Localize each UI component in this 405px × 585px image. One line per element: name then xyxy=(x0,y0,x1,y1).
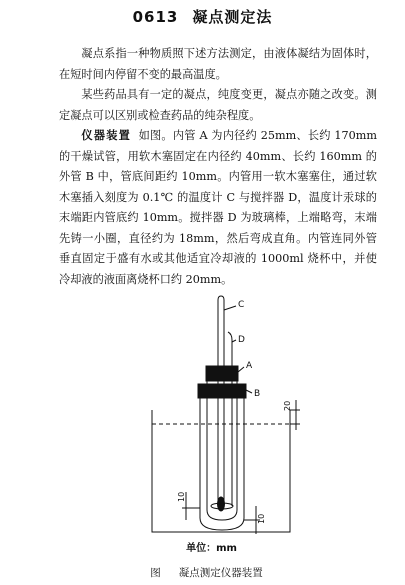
figure-caption-prefix: 图 xyxy=(150,567,161,579)
leader-a xyxy=(238,367,244,372)
apparatus-label: 仪器装置 xyxy=(81,129,132,142)
label-c: C xyxy=(238,300,245,310)
page-title xyxy=(0,6,405,27)
apparatus-figure xyxy=(140,292,310,540)
stirrer-d xyxy=(228,332,232,506)
figure-caption-text: 凝点测定仪器装置 xyxy=(178,567,263,579)
figure-unit: 单位：mm xyxy=(186,543,237,554)
section-title: 凝点测定法 xyxy=(192,8,273,26)
apparatus-text: 如图。内管 A 为内径约 25mm、长约 170mm 的干燥试管，用软木塞固定在内径约 40mm、长约 160mm 的外管 B 中，管底间距约 10mm。内管用一软木塞塞住，通过软木塞插入刻度为 0.1℃ 的温度计 C 与搅拌器 D，温度计汞球的末端距内管底约 10mm。搅拌器 D 为玻璃棒，上端略弯，末端先铸一小圈，直径约为 18mm，然后弯成直角。内管连同外管垂直固定于盛有水或其他适宜冷却液的 1000ml 烧杯中，并使冷却液的液面离烧杯口约 20mm。 xyxy=(59,129,377,286)
dim-bottom-left-value: 10 xyxy=(177,491,186,502)
thermometer-c xyxy=(218,296,224,508)
leader-d xyxy=(232,340,236,342)
dim-bottom-right-value: 10 xyxy=(257,513,266,524)
body-text xyxy=(59,44,377,290)
paragraph-purpose: 某些药品具有一定的凝点，纯度变更，凝点亦随之改变。测定凝点可以区别或检查药品的纯杂程度。 xyxy=(59,88,377,122)
leader-b xyxy=(246,390,252,393)
paragraph-apparatus xyxy=(59,126,377,290)
paragraph-definition: 凝点系指一种物质照下述方法测定，由液体凝结为固体时，在短时间内停留不变的最高温度。 xyxy=(59,47,377,81)
cork-a xyxy=(206,366,238,381)
figure-caption xyxy=(0,565,405,580)
dim-top-value: 20 xyxy=(283,400,292,411)
section-code: 0613 xyxy=(132,8,179,26)
label-b: B xyxy=(254,389,261,399)
label-d: D xyxy=(238,335,245,345)
beaker xyxy=(152,410,290,532)
label-a: A xyxy=(246,361,253,371)
cork-b xyxy=(198,384,246,398)
leader-c xyxy=(224,306,236,310)
